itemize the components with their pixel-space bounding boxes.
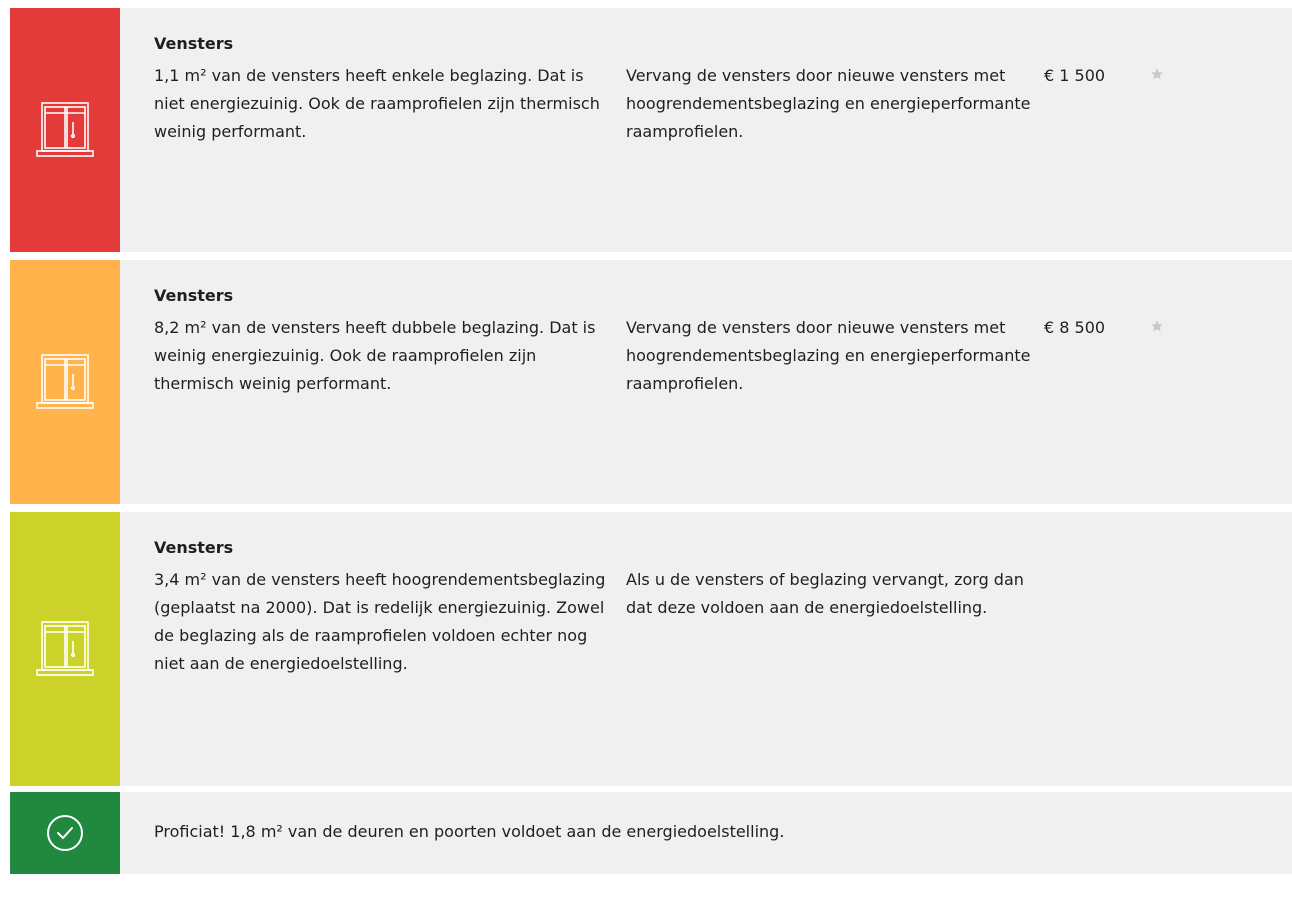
- status-tile-fair: [10, 512, 120, 786]
- item-description: 8,2 m² van de vensters heeft dubbele beglazing. Dat is weinig energiezuinig. Ook de raamprofielen zijn thermisch weinig performant.: [154, 318, 596, 393]
- list-item: [10, 260, 1292, 504]
- star-icon: [1150, 318, 1164, 337]
- star-icon: [1150, 66, 1164, 85]
- item-description: 1,1 m² van de vensters heeft enkele beglazing. Dat is niet energiezuinig. Ook de raamprofielen zijn thermisch weinig performant.: [154, 66, 600, 141]
- item-price: € 8 500: [1044, 318, 1106, 337]
- item-title: Vensters: [154, 286, 234, 305]
- status-tile-good: [10, 792, 120, 874]
- item-title: Vensters: [154, 538, 234, 557]
- item-advice: Als u de vensters of beglazing vervangt, zorg dan dat deze voldoen aan de energiedoelstelling.: [626, 570, 1024, 617]
- item-price: € 1 500: [1044, 66, 1106, 85]
- item-description: 3,4 m² van de vensters heeft hoogrendementsbeglazing (geplaatst na 2000). Dat is redelijk energiezuinig. Zowel de beglazing als de raamprofielen voldoen echter nog niet aan de energiedoelstelling.: [154, 570, 606, 673]
- item-advice: Vervang de vensters door nieuwe vensters met hoogrendementsbeglazing en energieperformante raamprofielen.: [626, 66, 1031, 141]
- window-icon: [36, 100, 94, 160]
- window-icon: [36, 352, 94, 412]
- list-item: [10, 512, 1292, 786]
- status-tile-moderate: [10, 260, 120, 504]
- success-message: Proficiat! 1,8 m² van de deuren en poorten voldoet aan de energiedoelstelling.: [154, 822, 785, 841]
- check-circle-icon: [45, 813, 85, 853]
- status-tile-poor: [10, 8, 120, 252]
- window-icon: [36, 619, 94, 679]
- list-item: [10, 8, 1292, 252]
- list-item: [10, 792, 1292, 874]
- item-title: Vensters: [154, 34, 234, 53]
- item-advice: Vervang de vensters door nieuwe vensters met hoogrendementsbeglazing en energieperformante raamprofielen.: [626, 318, 1031, 393]
